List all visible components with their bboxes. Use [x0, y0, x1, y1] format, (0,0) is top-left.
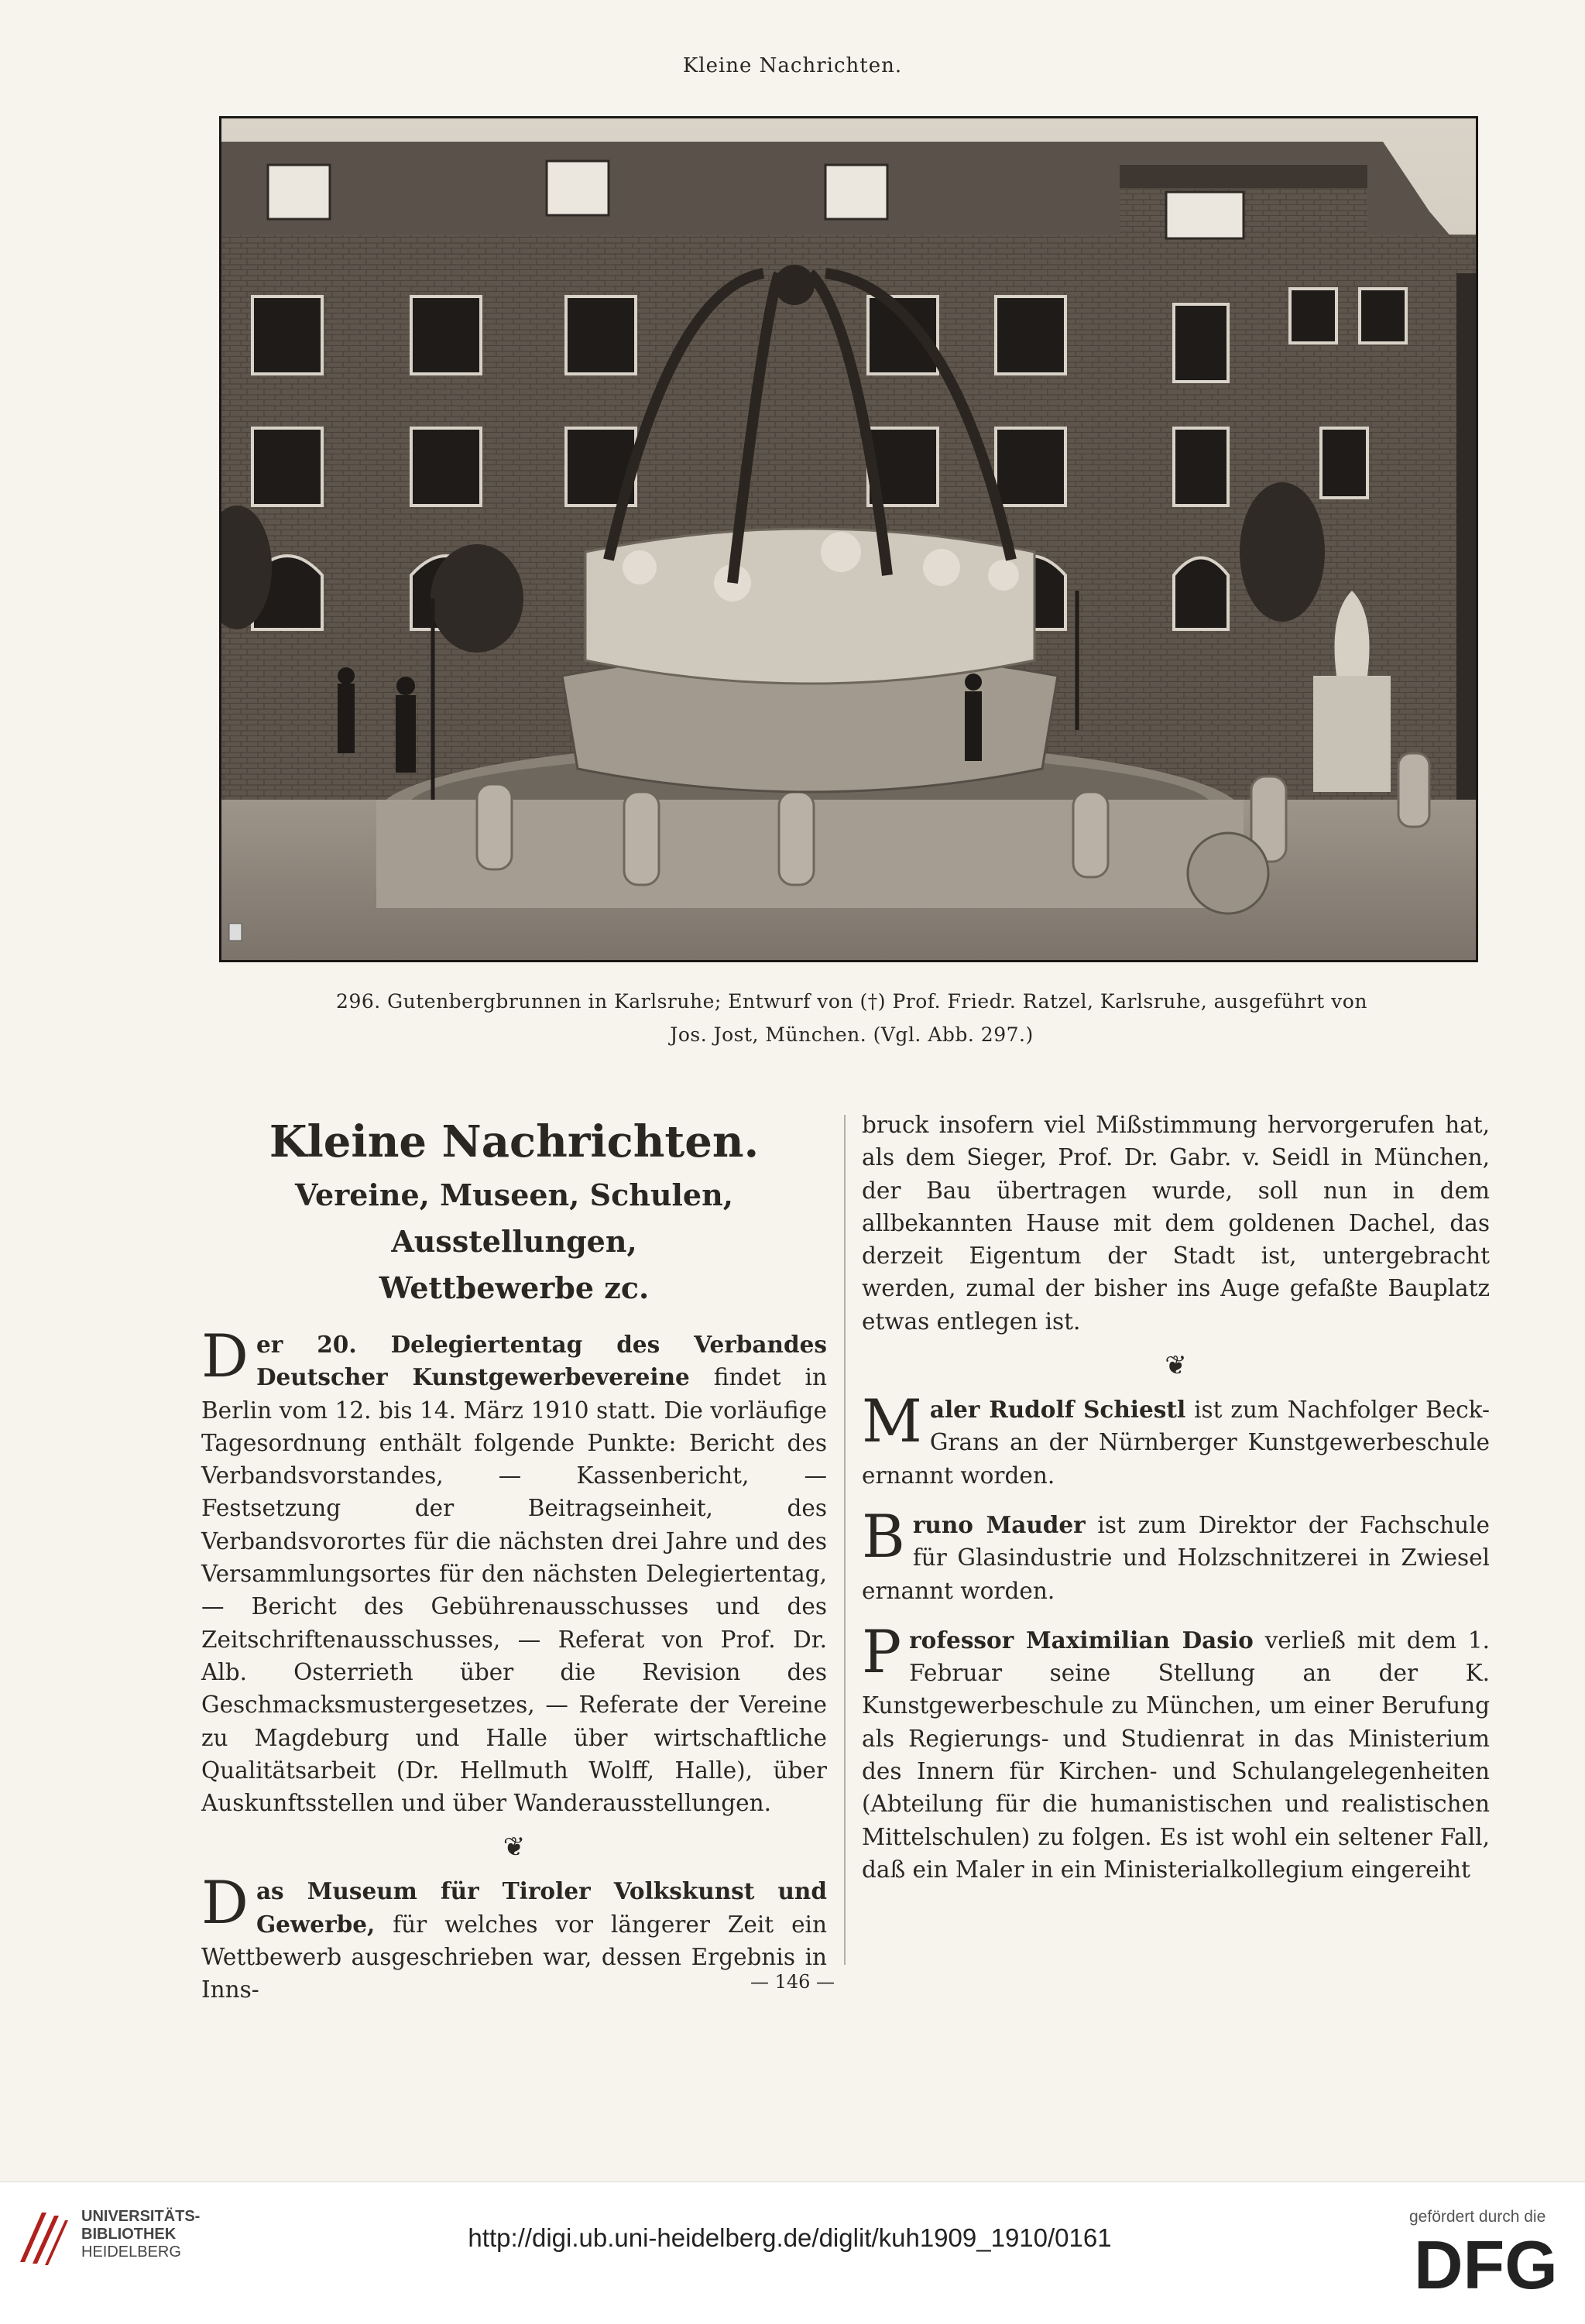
paragraph-lead: runo Mauder	[912, 1510, 1086, 1538]
library-logo-icon	[15, 2208, 71, 2270]
caption-line-2: Jos. Jost, München. (Vgl. Abb. 297.)	[670, 1023, 1034, 1046]
paragraph-text: ist zum Nachfolger Beck-Grans an der Nürnberger Kunstgewerbeschule ernannt worden.	[862, 1397, 1491, 1489]
permalink-url[interactable]: http://digi.ub.uni-heidelberg.de/diglit/kuh1909_1910/0161	[468, 2223, 1112, 2252]
left-column	[201, 1115, 827, 2007]
paragraph-text: verließ mit dem 1. Februar seine Stellung an der K. Kunstgewerbeschule zu München, um einer Berufung als Regierungs- und Studienrat in das Ministerium des Innern für Kirchen- und Schulangelegenheiten (Abteilung für die humanistischen und realistischen Mittelschulen) zu folgen. Es ist wohl ein seltener Fall, daß ein Maler in ein Ministerialkollegium eingereiht	[862, 1626, 1490, 1883]
running-head: Kleine Nachrichten.	[682, 54, 903, 77]
dfg-logo-text: DFG	[1414, 2228, 1558, 2296]
library-line-2: BIBLIOTHEK	[81, 2226, 177, 2243]
paragraph-schiestl	[862, 1387, 1491, 1492]
funder-note: gefördert durch die	[1409, 2208, 1546, 2226]
figure-caption	[294, 985, 1409, 1051]
paragraph-text: findet in Berlin vom 12. bis 14. März 1910 statt. Die vorläufige Tagesordnung enthält folgende Punkte: Bericht des Verbandsvorstandes, — Kassenbericht, — Festsetzung der Beitragseinheit, des Verbandsvorortes für die nächsten drei Jahre und des Versammlungsortes für den nächsten Delegiertentag, — Bericht des Gebührenausschusses und des Zeitschriftenausschusses, — Referat von Prof. Dr. Alb. Osterrieth über die Revision des Geschmacksmustergesetzes, — Referate der Vereine zu Magdeburg und Halle über wirtschaftliche Qualitätsarbeit (Dr. Hellmuth Wolff, Halle), über Auskunftsstellen und über Wanderausstellungen.	[201, 1364, 827, 1817]
dfg-logo-icon	[1414, 2228, 1569, 2296]
paragraph-text: ist zum Direktor der Fachschule für Glasindustrie und Holzschnitzerei in Zwiesel ernannt worden.	[862, 1511, 1491, 1604]
section-subtitle	[201, 1172, 827, 1311]
fountain-photograph	[219, 116, 1478, 962]
subtitle-line-1: Vereine, Museen, Schulen, Ausstellungen,	[295, 1177, 733, 1259]
page-number: — 146 —	[750, 1971, 835, 1993]
library-name	[81, 2208, 200, 2261]
paragraph-delegiertentag	[201, 1321, 827, 1819]
paragraph-lead: as Museum für Tiroler Volkskunst und Gewerbe,	[256, 1877, 827, 1938]
paragraph-lead: aler Rudolf Schiestl	[929, 1396, 1186, 1424]
right-column	[862, 1109, 1490, 1886]
library-line-3: HEIDELBERG	[81, 2243, 181, 2261]
library-line-1: UNIVERSITÄTS-	[81, 2208, 201, 2225]
drop-cap: D	[201, 1868, 249, 1938]
fountain-photo-graphic	[221, 118, 1476, 960]
fleuron-ornament: ❦	[1165, 1350, 1187, 1382]
digitization-footer	[0, 2182, 1585, 2324]
paragraph-text: für welches vor längerer Zeit ein Wettbewerb ausgeschrieben war, dessen Ergebnis in Inns-	[201, 1911, 827, 2004]
column-rule	[844, 1115, 846, 1965]
paragraph-dasio	[862, 1616, 1490, 1886]
fleuron-ornament: ❦	[503, 1832, 526, 1863]
drop-cap: P	[862, 1616, 902, 1686]
section-title: Kleine Nachrichten.	[269, 1116, 760, 1167]
drop-cap: M	[862, 1387, 922, 1456]
drop-cap: D	[201, 1321, 249, 1390]
paragraph-lead: er 20. Delegiertentag des Verbandes Deutscher Kunstgewerbevereine	[256, 1331, 827, 1391]
drop-cap: B	[862, 1501, 905, 1571]
caption-line-1: 296. Gutenbergbrunnen in Karlsruhe; Entwurf von (†) Prof. Friedr. Ratzel, Karlsruhe, ausgeführt von	[336, 990, 1367, 1013]
paragraph-museum-continued: bruck insofern viel Mißstimmung hervorgerufen hat, als dem Sieger, Prof. Dr. Gabr. v. Seidl in München, der Bau übertragen wurde, soll nun in dem allbekannten Hause mit dem goldenen Dachel, das derzeit Eigentum der Stadt ist, untergebracht werden, zumal der bisher ins Auge gefaßte Bauplatz etwas entlegen ist.	[862, 1112, 1490, 1335]
paragraph-lead: rofessor Maximilian Dasio	[909, 1626, 1254, 1654]
paragraph-mauder	[862, 1501, 1491, 1607]
subtitle-line-2: Wettbewerbe zc.	[379, 1270, 650, 1305]
